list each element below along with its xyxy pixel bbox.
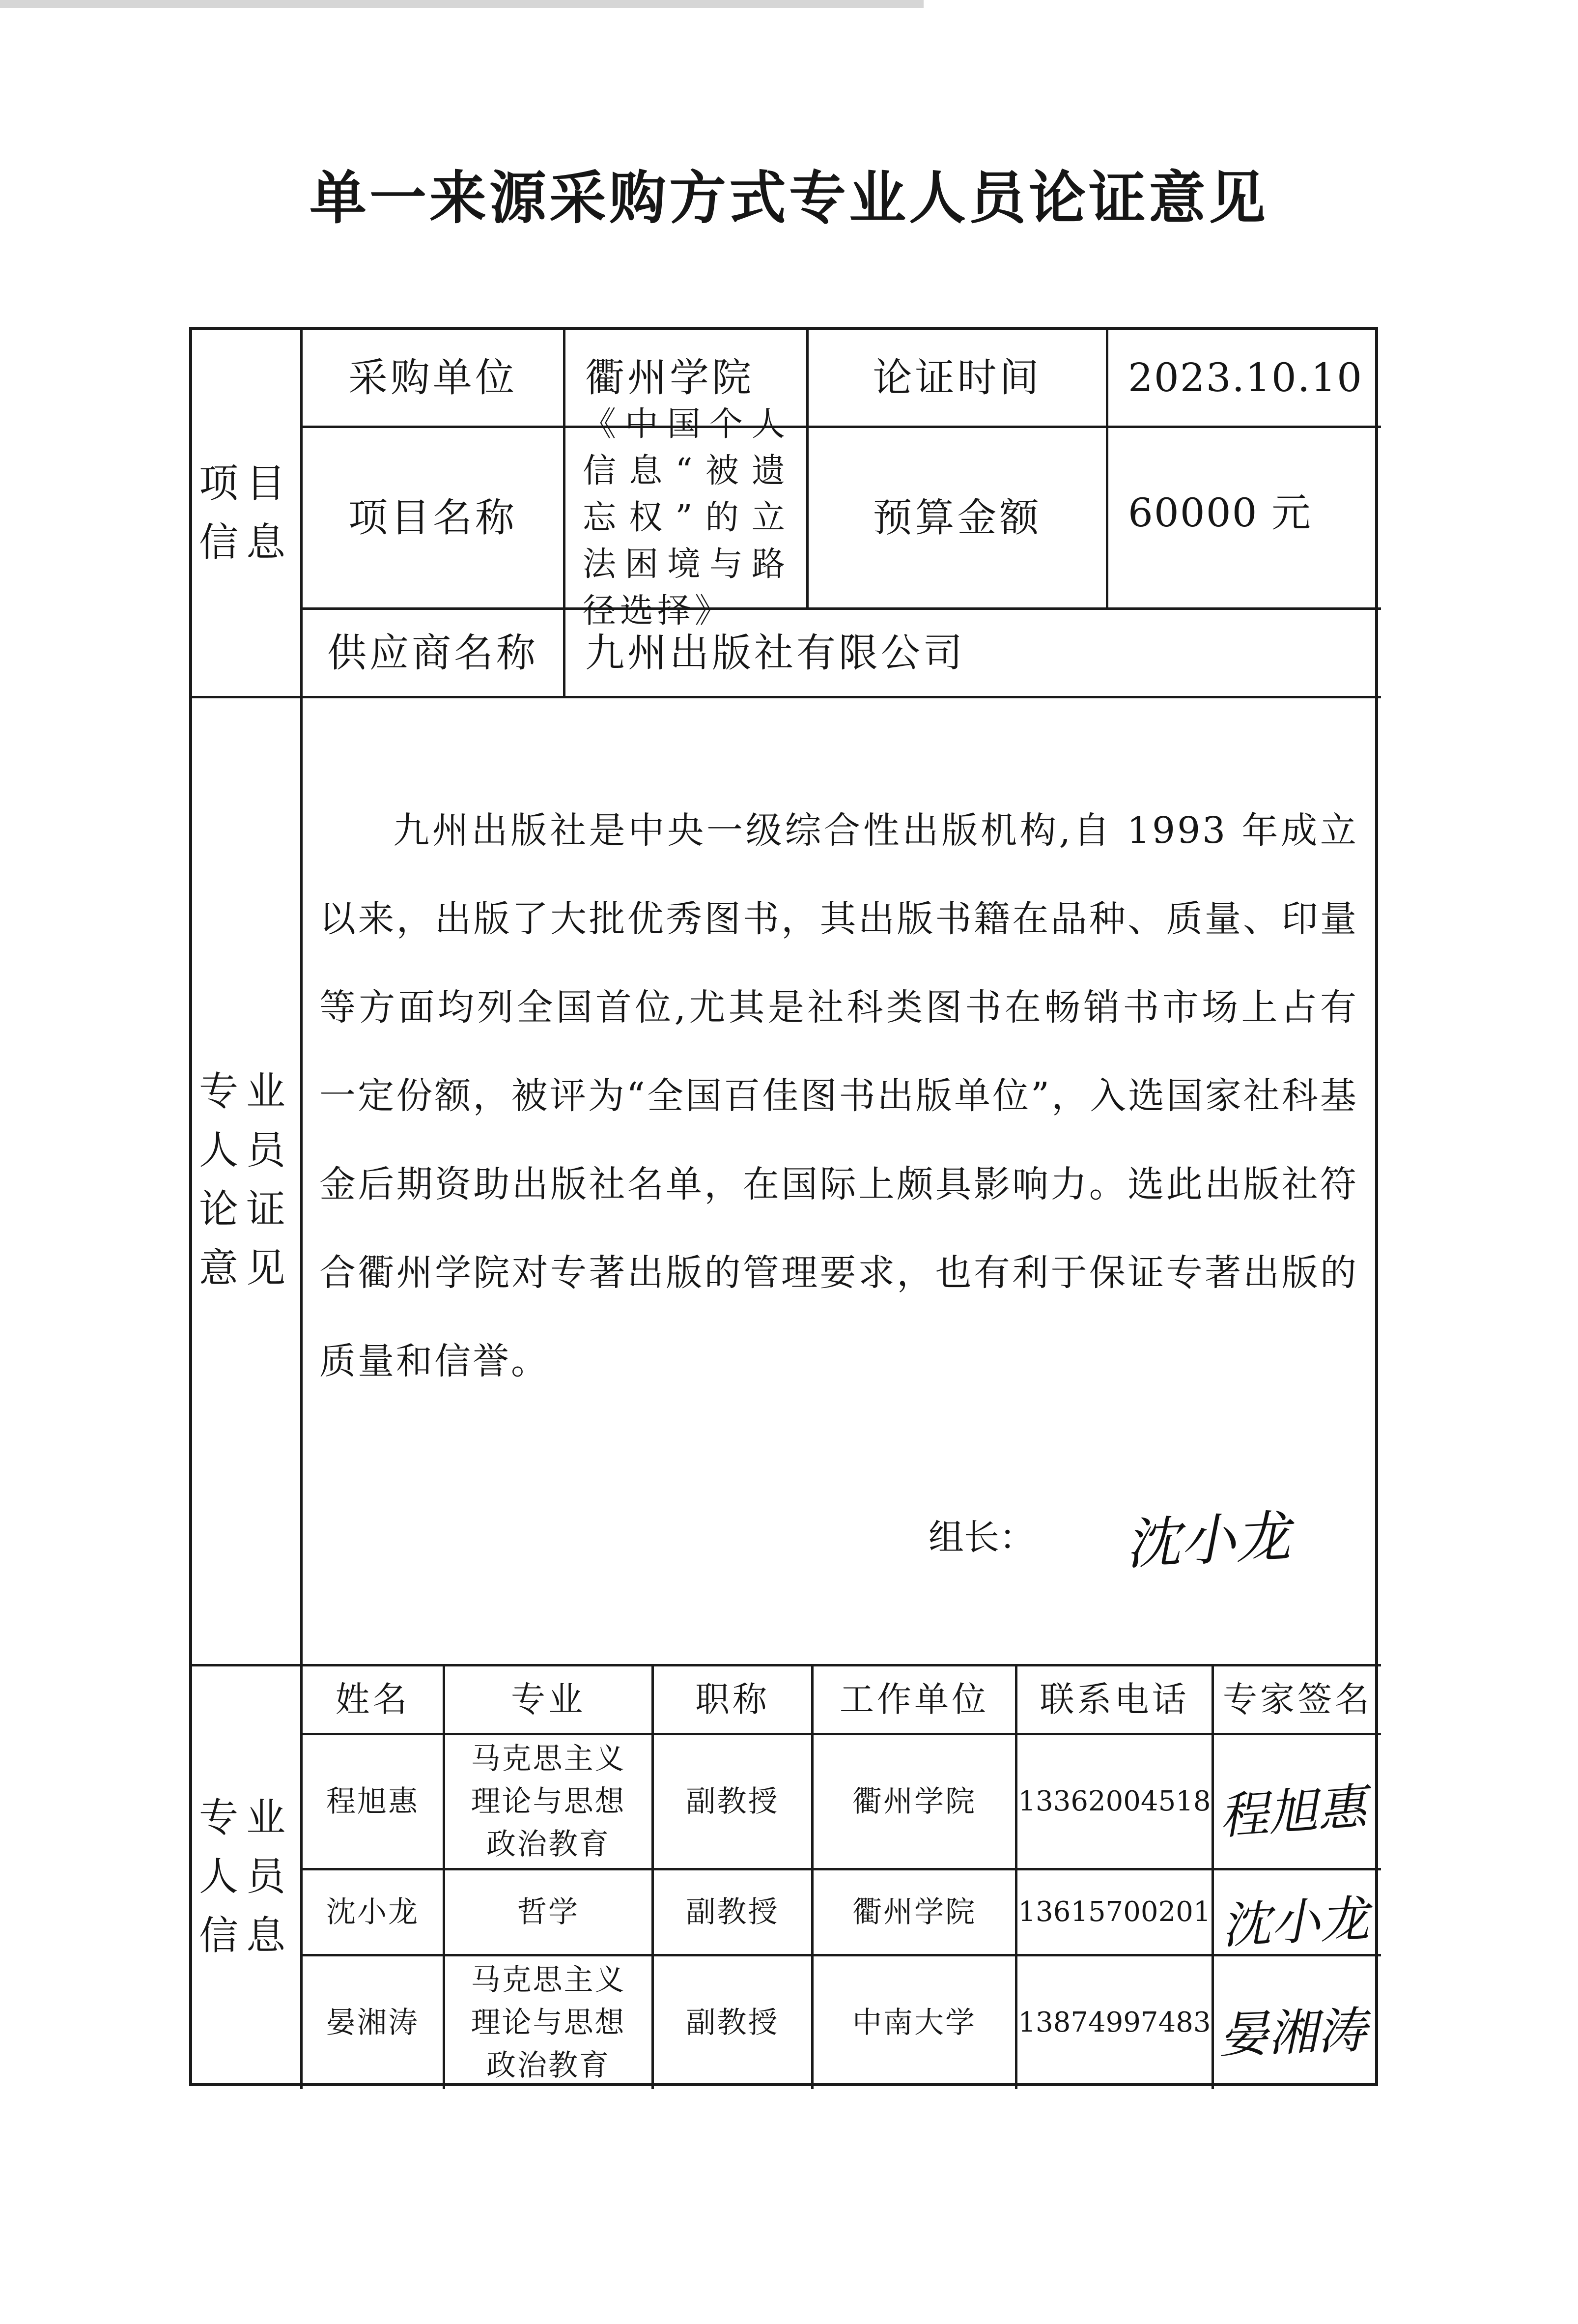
budget-value: 60000 元 — [1128, 489, 1312, 536]
review-date-value: 2023.10.10 — [1128, 354, 1363, 401]
expert-signature: 晏湘涛 — [1218, 2001, 1368, 2065]
opinion-text: 九州出版社是中央一级综合性出版机构,自 1993 年成立以来，出版了大批优秀图书，其出版书籍在品种、质量、印量等方面均列全国首位,尤其是社科类图书在畅销书市场上占有一定份额，被评为“全国百佳图书出版单位”，入选国家社科基金后期资助出版社名单，在国际上颇具影响力。选此出版社符合衢州学院对专著出版的管理要求，也有利于保证专著出版的质量和信誉。 — [319, 809, 1358, 1382]
expert-major: 马克思主义 理论与思想 政治教育 — [471, 1741, 626, 1862]
expert-phone: 13615700201 — [1018, 1895, 1211, 1928]
page-title: 单一来源采购方式专业人员论证意见 — [310, 165, 1268, 231]
expert-title: 副教授 — [686, 1895, 779, 1929]
expert-title: 副教授 — [686, 2006, 779, 2040]
scan-edge-shadow — [0, 0, 924, 8]
expert-name: 沈小龙 — [326, 1895, 419, 1929]
expert-phone: 13362004518 — [1018, 1785, 1211, 1817]
leader-signature: 沈小龙 — [1124, 1504, 1292, 1577]
section-label-project-info: 项目 信息 — [199, 460, 293, 565]
expert-major: 哲学 — [517, 1895, 579, 1929]
col-header-major: 专业 — [511, 1679, 586, 1720]
expert-unit: 衢州学院 — [852, 1895, 976, 1929]
col-header-unit: 工作单位 — [840, 1679, 989, 1720]
expert-phone: 13874997483 — [1018, 2006, 1211, 2038]
project-name-value: 《中国个人信息“被遗忘权”的立法困境与路径选择》 — [583, 404, 789, 631]
leader-label: 组长： — [929, 1517, 1035, 1558]
rule-section-1 — [192, 696, 1381, 698]
section-label-opinion: 专业 人员 论证 意见 — [199, 1068, 293, 1291]
expert-signature: 程旭惠 — [1217, 1778, 1369, 1846]
supplier-label: 供应商名称 — [327, 630, 538, 676]
col-header-signature: 专家签名 — [1223, 1679, 1372, 1720]
expert-title: 副教授 — [686, 1784, 779, 1819]
supplier-value: 九州出版社有限公司 — [585, 630, 965, 676]
purchasing-unit-label: 采购单位 — [348, 354, 517, 401]
col-header-phone: 联系电话 — [1040, 1679, 1189, 1720]
expert-signature: 沈小龙 — [1220, 1890, 1371, 1955]
purchasing-unit-value: 衢州学院 — [585, 354, 754, 401]
expert-name: 程旭惠 — [326, 1784, 419, 1819]
col-header-title: 职称 — [695, 1679, 770, 1720]
expert-unit: 衢州学院 — [852, 1784, 976, 1819]
expert-major: 马克思主义 理论与思想 政治教育 — [471, 1962, 626, 2083]
review-date-label: 论证时间 — [873, 354, 1042, 401]
expert-unit: 中南大学 — [852, 2006, 976, 2040]
expert-name: 晏湘涛 — [326, 2006, 419, 2040]
project-name-label: 项目名称 — [348, 494, 517, 541]
col-header-name: 姓名 — [335, 1679, 410, 1720]
budget-label: 预算金额 — [873, 494, 1042, 541]
section-label-experts: 专业 人员 信息 — [199, 1794, 293, 1958]
